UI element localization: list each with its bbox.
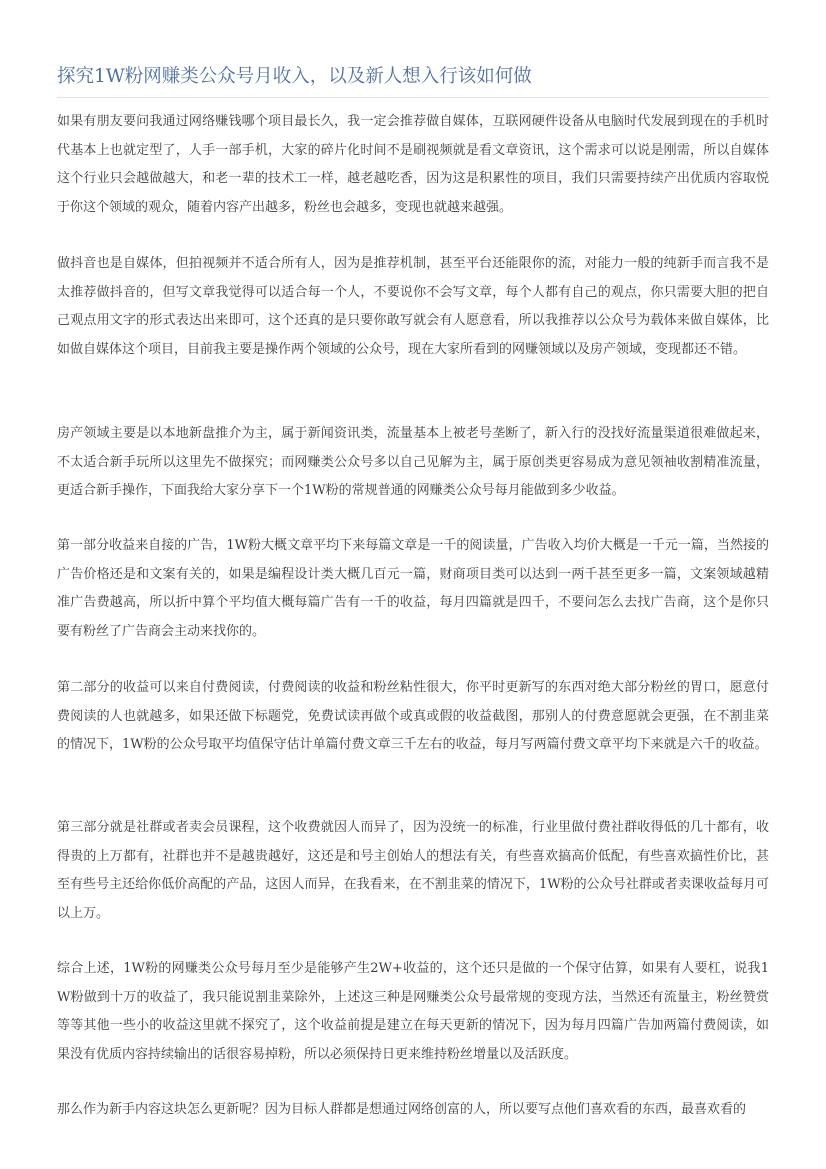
paragraph-newcomer: 那么作为新手内容这块怎么更新呢？因为目标人群都是想通过网络创富的人，所以要写点他们喜欢看的东西，最喜欢看的 (57, 1102, 747, 1117)
article-title: 探究1W粉网赚类公众号月收入，以及新人想入行该如何做 (57, 66, 532, 87)
paragraph-douyin: 做抖音也是自媒体，但拍视频并不适合所有人，因为是推荐机制，甚至平台还能限你的流，对能力一般的纯新手而言我不是太推荐做抖音的，但写文章我觉得可以适合每一个人，不要说你不会写文章，每个人都有自己的观点，你只需要大胆的把自己观点用文字的形式表达出来即可，这个还真的是只要你敢写就会有人愿意看，所以我推荐以公众号为载体来做自媒体，比如做自媒体这个项目，目前我主要是操作两个领域的公众号，现在大家所看到的网赚领域以及房产领域，变现都还不错。 (57, 256, 769, 357)
paragraph-real-estate: 房产领域主要是以本地新盘推介为主，属于新闻资讯类，流量基本上被老号垄断了，新入行的没找好流量渠道很难做起来，不太适合新手玩所以这里先不做探究；而网赚类公众号多以自己见解为主，属于原创类更容易成为意见领袖收割精准流量，更适合新手操作，下面我给大家分享下一个1W粉的常规普通的网赚类公众号每月能做到多少收益。 (57, 426, 769, 499)
paragraph-community: 第三部分就是社群或者卖会员课程，这个收费就因人而异了，因为没统一的标准，行业里做付费社群收得低的几十都有，收得贵的上万都有，社群也并不是越贵越好，这还是和号主创始人的想法有关，有些喜欢搞高价低配，有些喜欢搞性价比，甚至有些号主还给你低价高配的产品，这因人而异，在我看来，在不割韭菜的情况下，1W粉的公众号社群或者卖课收益每月可以上万。 (57, 820, 769, 921)
title-divider (57, 97, 769, 98)
paragraph-intro: 如果有朋友要问我通过网络赚钱哪个项目最长久，我一定会推荐做自媒体，互联网硬件设备从电脑时代发展到现在的手机时代基本上也就定型了，人手一部手机，大家的碎片化时间不是刷视频就是看文章资讯，这个需求可以说是刚需，所以自媒体这个行业只会越做越大，和老一辈的技术工一样，越老越吃香，因为这是积累性的项目，我们只需要持续产出优质内容取悦于你这个领域的观众，随着内容产出越多，粉丝也会越多，变现也就越来越强。 (57, 114, 769, 215)
paragraph-summary: 综合上述，1W粉的网赚类公众号每月至少是能够产生2W+收益的，这个还只是做的一个保守估算，如果有人要杠，说我1W粉做到十万的收益了，我只能说割韭菜除外，上述这三种是网赚类公众号最常规的变现方法，当然还有流量主，粉丝赞赏等等其他一些小的收益这里就不探究了，这个收益前提是建立在每天更新的情况下，因为每月四篇广告加两篇付费阅读，如果没有优质内容持续输出的话很容易掉粉，所以必须保持日更来维持粉丝增量以及活跃度。 (57, 961, 769, 1062)
paragraph-paid-reading: 第二部分的收益可以来自付费阅读，付费阅读的收益和粉丝粘性很大，你平时更新写的东西对绝大部分粉丝的胃口，愿意付费阅读的人也就越多，如果还做下标题党，免费试读再做个或真或假的收益截图，那别人的付费意愿就会更强，在不割韭菜的情况下，1W粉的公众号取平均值保守估计单篇付费文章三千左右的收益，每月写两篇付费文章平均下来就是六千的收益。 (57, 680, 769, 753)
paragraph-ad-income: 第一部分收益来自接的广告，1W粉大概文章平均下来每篇文章是一千的阅读量，广告收入均价大概是一千元一篇，当然接的广告价格还是和文案有关的，如果是编程设计类大概几百元一篇，财商项目类可以达到一两千甚至更多一篇，文案领域越精准广告费越高，所以折中算个平均值大概每篇广告有一千的收益，每月四篇就是四千，不要问怎么去找广告商，这个是你只要有粉丝了广告商会主动来找你的。 (57, 538, 769, 639)
